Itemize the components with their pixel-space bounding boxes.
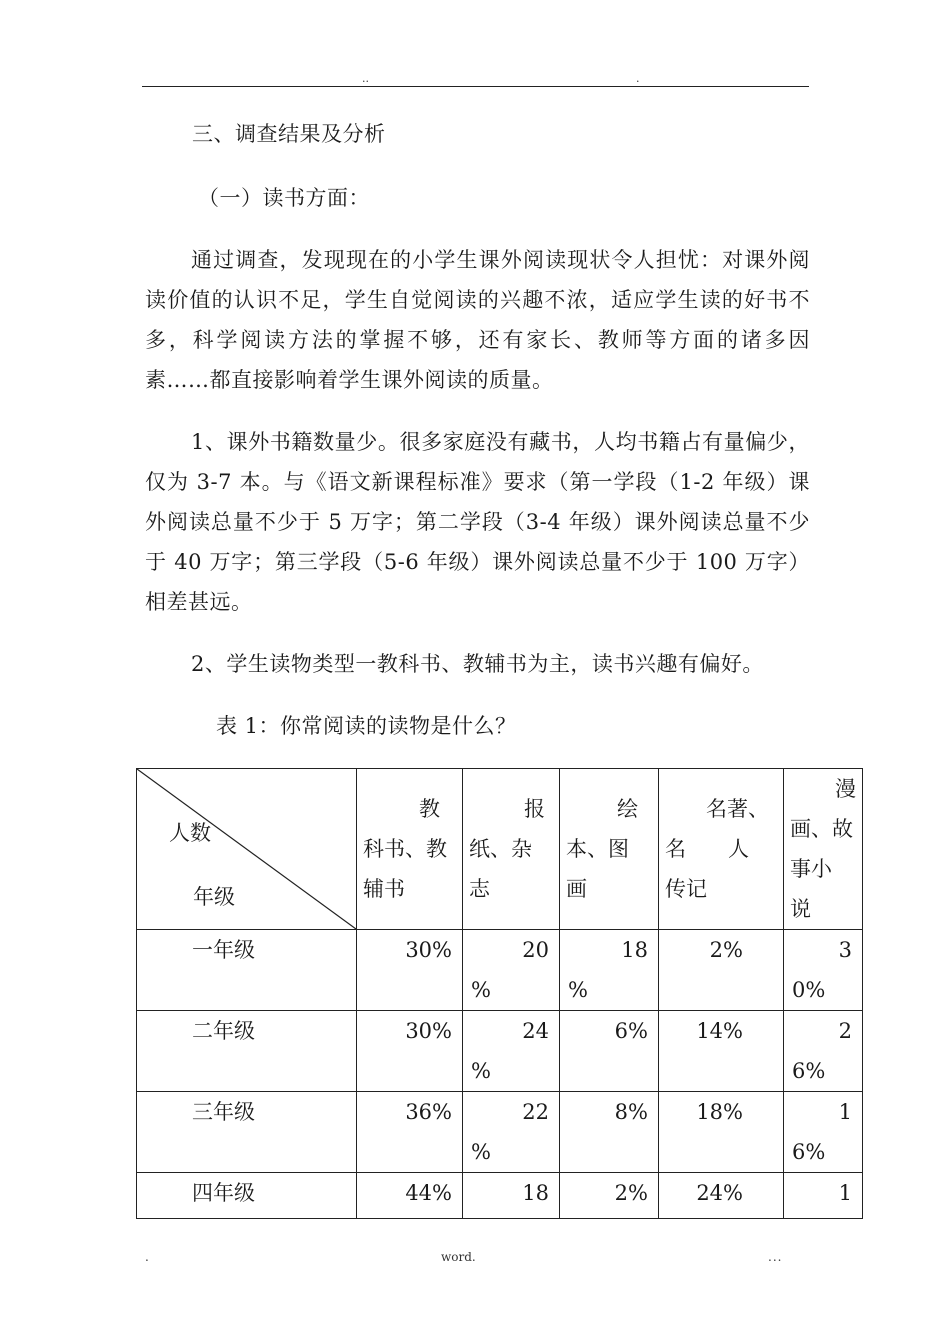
reading-survey-table [136, 768, 863, 1219]
col-header-textbooks: 教 科书、教 辅书 [357, 769, 463, 930]
value-cell: 14% [659, 1011, 784, 1092]
subsection-heading: （一）读书方面： [198, 186, 370, 210]
value-cell: 2% [659, 930, 784, 1011]
grade-cell: 二年级 [137, 1011, 357, 1092]
table-corner-cell [137, 769, 357, 930]
value-cell: 18 % [560, 930, 659, 1011]
col-header-comics: 漫 画、故 事小 说 [784, 769, 863, 930]
value-cell: 18% [659, 1092, 784, 1173]
value-cell: 1 6% [784, 1092, 863, 1173]
table-row [137, 1092, 863, 1173]
section-heading: 三、调查结果及分析 [192, 122, 386, 146]
col-header-picture-books: 绘 本、图 画 [560, 769, 659, 930]
table-row [137, 1173, 863, 1219]
footer-left: . [145, 1250, 149, 1264]
table-row [137, 930, 863, 1011]
col-header-classics: 名著、 名 人 传记 [659, 769, 784, 930]
col-header-newspapers: 报 纸、杂 志 [463, 769, 560, 930]
footer-center: word. [441, 1250, 476, 1264]
point1-paragraph: 1、课外书籍数量少。很多家庭没有藏书，人均书籍占有量偏少，仅为 3-7 本。与《语文新课程标准》要求（第一学段（1-2 年级）课外阅读总量不少于 5 万字；第二学段（3-4 年级）课外阅读总量不少于 40 万字；第三学段（5-6 年级）课外阅读总量不少于 100 万字）相差甚远。 [145, 430, 810, 614]
value-cell: 24% [659, 1173, 784, 1219]
value-cell: 2% [560, 1173, 659, 1219]
footer-right: ... [768, 1250, 783, 1264]
table-caption: 表 1：你常阅读的读物是什么？ [216, 714, 517, 738]
grade-cell: 三年级 [137, 1092, 357, 1173]
value-cell: 8% [560, 1092, 659, 1173]
corner-label-count: 人数 [169, 821, 211, 845]
table-header-row [137, 769, 863, 930]
corner-diagonal [137, 769, 356, 929]
value-cell: 36% [357, 1092, 463, 1173]
value-cell: 24 % [463, 1011, 560, 1092]
value-cell: 44% [357, 1173, 463, 1219]
header-dots-left: .. [362, 72, 369, 85]
header-dots-right: . [636, 72, 640, 85]
intro-paragraph: 通过调查，发现现在的小学生课外阅读现状令人担忧：对课外阅读价值的认识不足，学生自觉阅读的兴趣不浓，适应学生读的好书不多，科学阅读方法的掌握不够，还有家长、教师等方面的诸多因素……都直接影响着学生课外阅读的质量。 [145, 248, 810, 392]
value-cell: 2 6% [784, 1011, 863, 1092]
value-cell: 30% [357, 930, 463, 1011]
value-cell: 1 [784, 1173, 863, 1219]
corner-label-grade: 年级 [193, 885, 235, 909]
header-rule [142, 86, 809, 87]
grade-cell: 四年级 [137, 1173, 357, 1219]
value-cell: 30% [357, 1011, 463, 1092]
value-cell: 20 % [463, 930, 560, 1011]
value-cell: 22 % [463, 1092, 560, 1173]
table-row [137, 1011, 863, 1092]
value-cell: 3 0% [784, 930, 863, 1011]
value-cell: 18 [463, 1173, 560, 1219]
point2-paragraph: 2、学生读物类型一教科书、教辅书为主，读书兴趣有偏好。 [191, 652, 764, 676]
grade-cell: 一年级 [137, 930, 357, 1011]
value-cell: 6% [560, 1011, 659, 1092]
